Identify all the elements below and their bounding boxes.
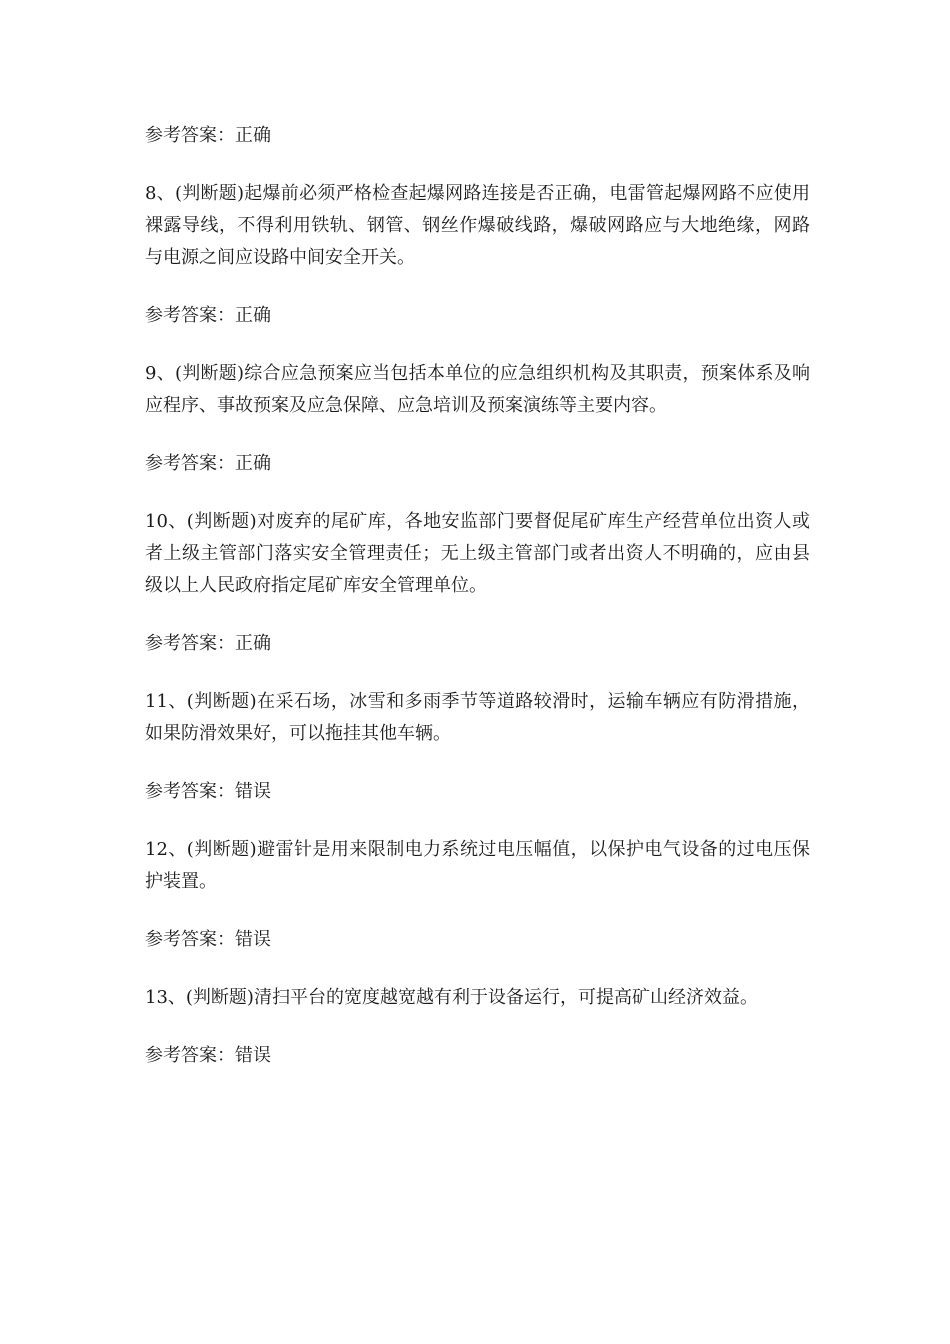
answer-11: 参考答案：错误 xyxy=(145,781,271,802)
question-8: 8、(判断题)起爆前必须严格检查起爆网路连接是否正确，电雷管起爆网路不应使用裸露导线，不得利用铁轨、钢管、钢丝作爆破线路，爆破网路应与大地绝缘，网路与电源之间应设路中间安全开关。 xyxy=(145,183,810,268)
answer-12: 参考答案：错误 xyxy=(145,929,271,950)
answer-9: 参考答案：正确 xyxy=(145,453,271,474)
question-12: 12、(判断题)避雷针是用来限制电力系统过电压幅值，以保护电气设备的过电压保护装置。 xyxy=(145,839,810,892)
answer-8: 参考答案：正确 xyxy=(145,305,271,326)
question-11: 11、(判断题)在采石场，冰雪和多雨季节等道路较滑时，运输车辆应有防滑措施，如果防滑效果好，可以拖挂其他车辆。 xyxy=(145,691,810,744)
answer-10: 参考答案：正确 xyxy=(145,633,271,654)
question-9: 9、(判断题)综合应急预案应当包括本单位的应急组织机构及其职责，预案体系及响应程序、事故预案及应急保障、应急培训及预案演练等主要内容。 xyxy=(145,363,810,416)
document-page xyxy=(145,120,810,1072)
answer-13: 参考答案：错误 xyxy=(145,1045,271,1066)
answer-7: 参考答案：正确 xyxy=(145,125,271,146)
question-13: 13、(判断题)清扫平台的宽度越宽越有利于设备运行，可提高矿山经济效益。 xyxy=(145,987,758,1008)
question-10: 10、(判断题)对废弃的尾矿库，各地安监部门要督促尾矿库生产经营单位出资人或者上级主管部门落实安全管理责任；无上级主管部门或者出资人不明确的，应由县级以上人民政府指定尾矿库安全管理单位。 xyxy=(145,511,810,596)
